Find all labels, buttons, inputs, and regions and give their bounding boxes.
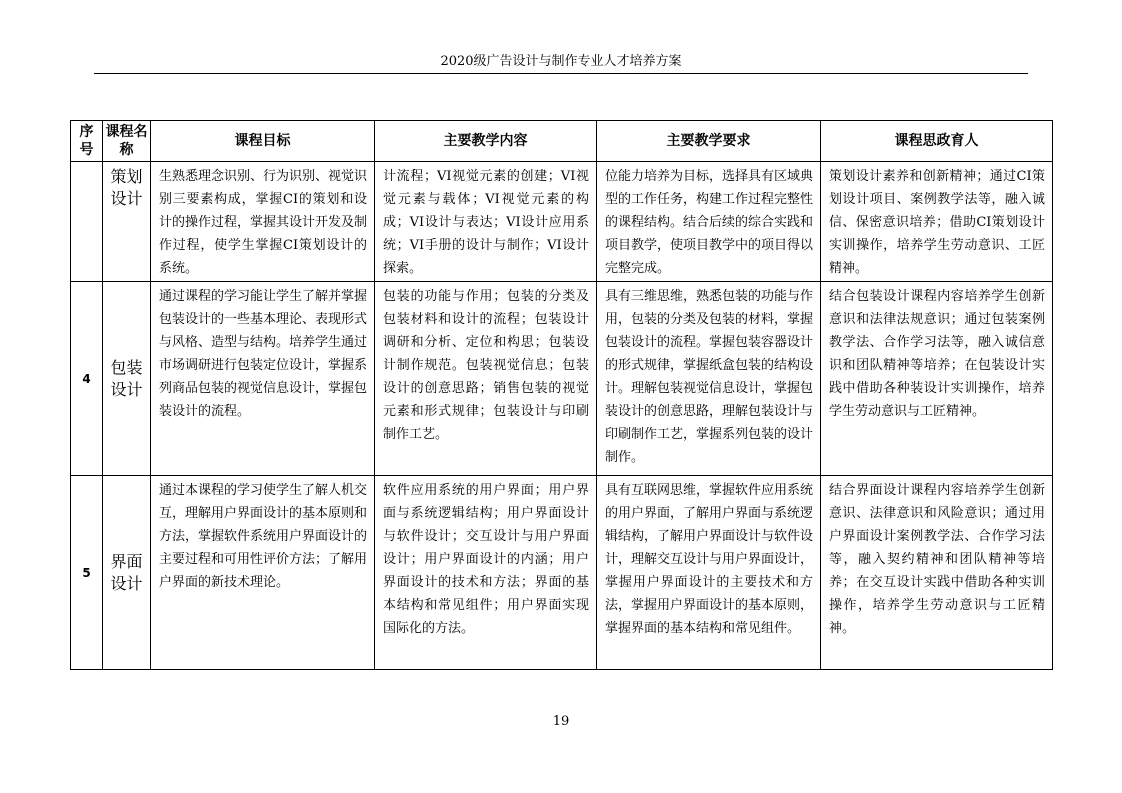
table-header-row (71, 121, 1053, 162)
row-course-name: 界面设计 (103, 476, 151, 670)
header-requirement: 主要教学要求 (597, 121, 821, 162)
row-num (71, 162, 103, 282)
course-table (70, 120, 1053, 670)
row-ideology: 结合界面设计课程内容培养学生创新意识、法律意识和风险意识；通过用户界面设计案例教学法、合作学习法等，融入契约精神和团队精神等培养；在交互设计实践中借助各种实训操作，培养学生劳动意识与工匠精神。 (821, 476, 1053, 670)
row-num: 5 (71, 476, 103, 670)
page-header-title: 2020级广告设计与制作专业人才培养方案 (440, 54, 682, 69)
header-ideology: 课程思政育人 (821, 121, 1053, 162)
header-goal: 课程目标 (151, 121, 375, 162)
row-goal: 通过课程的学习能让学生了解并掌握包装设计的一些基本理论、表现形式与风格、造型与结构。培养学生通过市场调研进行包装定位设计，掌握系列商品包装的视觉信息设计，掌握包装设计的流程。 (151, 282, 375, 476)
row-ideology: 结合包装设计课程内容培养学生创新意识和法律法规意识；通过包装案例教学法、合作学习法等，融入诚信意识和团队精神等培养；在包装设计实践中借助各种装设计实训操作，培养学生劳动意识与工匠精神。 (821, 282, 1053, 476)
row-content: 软件应用系统的用户界面；用户界面与系统逻辑结构；用户界面设计与软件设计；交互设计与用户界面设计；用户界面设计的内涵；用户界面设计的技术和方法；界面的基本结构和常见组件；用户界面实现国际化的方法。 (375, 476, 597, 670)
page-number: 19 (552, 714, 570, 729)
row-course-name: 策划设计 (103, 162, 151, 282)
header-rule (94, 73, 1028, 74)
table-row (71, 476, 1053, 670)
table-row (71, 162, 1053, 282)
row-goal: 通过本课程的学习使学生了解人机交互，理解用户界面设计的基本原则和方法，掌握软件系统用户界面设计的主要过程和可用性评价方法；了解用户界面的新技术理论。 (151, 476, 375, 670)
row-requirement: 位能力培养为目标，选择具有区域典型的工作任务，构建工作过程完整性的课程结构。结合后续的综合实践和项目教学，使项目教学中的项目得以完整完成。 (597, 162, 821, 282)
row-requirement: 具有三维思维，熟悉包装的功能与作用，包装的分类及包装的材料，掌握包装设计的流程。掌握包装容器设计的形式规律，掌握纸盒包装的结构设计。理解包装视觉信息设计，掌握包装设计的创意思路，理解包装设计与印刷制作工艺，掌握系列包装的设计制作。 (597, 282, 821, 476)
row-content: 计流程；VI视觉元素的创建；VI视觉元素与载体；VI视觉元素的构成；VI设计与表达；VI设计应用系统；VI手册的设计与制作；VI设计探索。 (375, 162, 597, 282)
header-content: 主要教学内容 (375, 121, 597, 162)
row-content: 包装的功能与作用；包装的分类及包装材料和设计的流程；包装设计调研和分析、定位和构思；包装设计制作规范。包装视觉信息；包装设计的创意思路；销售包装的视觉元素和形式规律；包装设计与印刷制作工艺。 (375, 282, 597, 476)
row-goal: 生熟悉理念识别、行为识别、视觉识别三要素构成，掌握CI的策划和设计的操作过程，掌握其设计开发及制作过程，使学生掌握CI策划设计的系统。 (151, 162, 375, 282)
header-name: 课程名称 (103, 121, 151, 162)
row-num: 4 (71, 282, 103, 476)
table-row (71, 282, 1053, 476)
row-ideology: 策划设计素养和创新精神；通过CI策划设计项目、案例教学法等，融入诚信、保密意识培养；借助CI策划设计实训操作，培养学生劳动意识、工匠精神。 (821, 162, 1053, 282)
row-course-name: 包装设计 (103, 282, 151, 476)
header-num: 序号 (71, 121, 103, 162)
row-requirement: 具有互联网思维，掌握软件应用系统的用户界面，了解用户界面与系统逻辑结构，了解用户界面设计与软件设计，理解交互设计与用户界面设计，掌握用户界面设计的主要技术和方法，掌握用户界面设计的基本原则，掌握界面的基本结构和常见组件。 (597, 476, 821, 670)
